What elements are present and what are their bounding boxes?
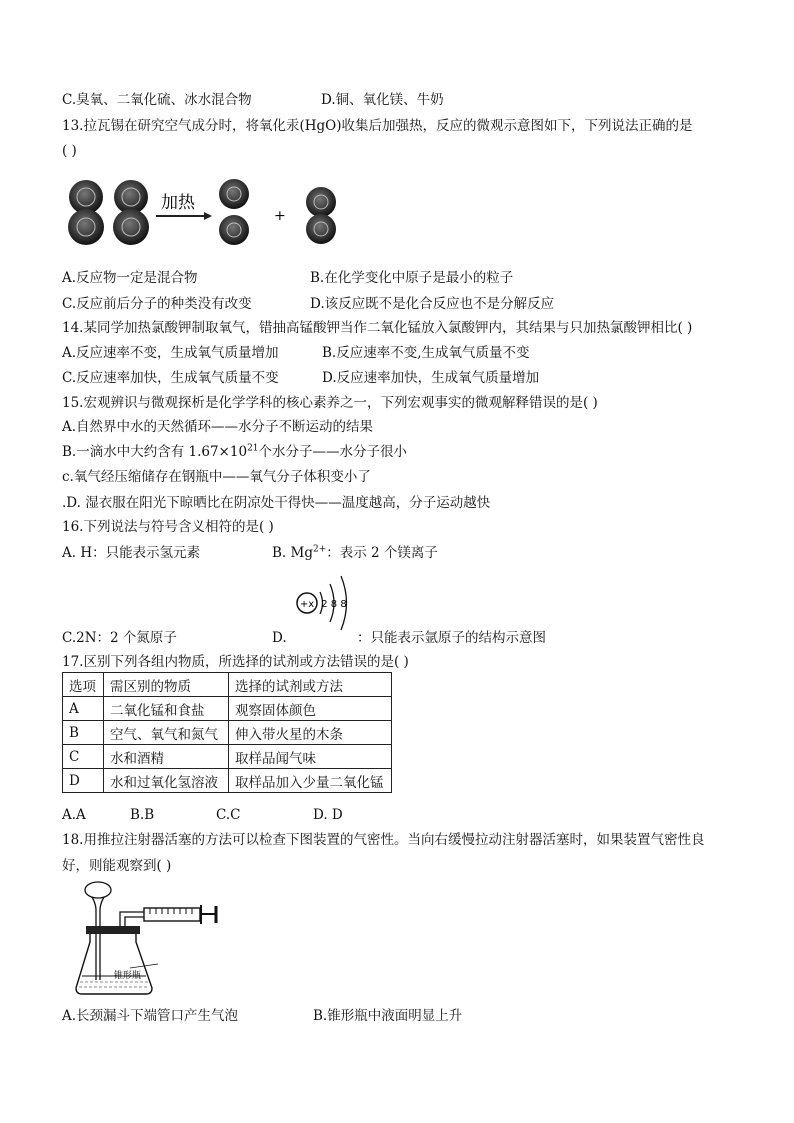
q17-answer-d: D. D <box>313 807 343 823</box>
q14-option-b: B.反应速率不变,生成氧气质量不变 <box>322 345 530 361</box>
q16-option-b-tail: ：表示 2 个镁离子 <box>326 545 438 561</box>
q18-apparatus-diagram <box>70 880 230 998</box>
hgo-molecule-1 <box>68 180 104 245</box>
q16-option-c: C.2N：2 个氮原子 <box>62 630 177 646</box>
q13-option-d: D.该反应既不是化合反应也不是分解反应 <box>310 296 555 312</box>
q15-stem: 15.宏观辨识与微观探析是化学学科的核心素养之一，下列宏观事实的微观解释错误的是( ) <box>62 395 598 411</box>
header-method: 选择的试剂或方法 <box>229 673 392 697</box>
heating-label: 加热 <box>161 193 195 213</box>
plus-sign: + <box>274 208 286 224</box>
q15-option-c: c.氧气经压缩储存在钢瓶中——氧气分子体积变小了 <box>62 469 371 485</box>
q17-answer-a: A.A <box>62 807 86 823</box>
q16-option-d-prefix: D. <box>272 630 287 646</box>
q14-option-a: A.反应速率不变，生成氧气质量增加 <box>62 345 279 361</box>
cell-option: B <box>63 721 104 745</box>
cell-method: 取样品闻气味 <box>229 745 392 769</box>
q15-option-b <box>62 443 407 461</box>
table-row <box>63 697 392 721</box>
q13-stem: 13.拉瓦锡在研究空气成分时，将氧化汞(HgO)收集后加强热，反应的微观示意图如下，下列说法正确的是 <box>62 118 693 134</box>
cell-method: 伸入带火星的木条 <box>229 721 392 745</box>
table-header-row <box>63 673 392 697</box>
q17-table <box>62 672 392 793</box>
q16-option-b <box>272 544 438 562</box>
flask-label: 锥形瓶 <box>114 971 142 981</box>
q12-option-d: D.铜、氧化镁、牛奶 <box>321 92 444 108</box>
q16-option-b-charge: 2+ <box>312 544 327 555</box>
q18-stem-cont: 好，则能观察到( ) <box>62 858 172 874</box>
cell-substances: 空气、氧气和氮气 <box>104 721 229 745</box>
table-row <box>63 769 392 793</box>
cell-substances: 水和酒精 <box>104 745 229 769</box>
cell-option: A <box>63 697 104 721</box>
q16-option-d: ：只能表示氩原子的结构示意图 <box>357 630 546 646</box>
q18-stem: 18.用推拉注射器活塞的方法可以检查下图装置的气密性。当向右缓慢拉动注射器活塞时，如果装置气密性良 <box>62 832 705 848</box>
hgo-molecule-2 <box>113 180 149 245</box>
q16-stem: 16.下列说法与符号含义相符的是( ) <box>62 519 274 535</box>
q15-option-b-exponent: 21 <box>247 443 259 454</box>
atom-structure-diagram <box>292 570 364 634</box>
q15-option-d: .D. 湿衣服在阳光下晾晒比在阴凉处干得快——温度越高，分子运动越快 <box>62 495 491 511</box>
q13-stem-paren: ( ) <box>62 143 77 159</box>
q13-option-a: A.反应物一定是混合物 <box>62 270 198 286</box>
q14-option-d: D.反应速率加快，生成氧气质量增加 <box>322 370 540 386</box>
cell-option: D <box>63 769 104 793</box>
electron-shells: 2 8 8 <box>321 599 347 610</box>
table-row <box>63 745 392 769</box>
q13-option-c: C.反应前后分子的种类没有改变 <box>62 296 252 312</box>
q18-option-b: B.锥形瓶中液面明显上升 <box>313 1008 463 1024</box>
q15-option-b-text: B.一滴水中大约含有 1.67×10 <box>62 444 248 460</box>
q16-option-b-text: B. Mg <box>272 545 313 561</box>
cell-method: 观察固体颜色 <box>229 697 392 721</box>
q17-answer-c: C.C <box>216 807 241 823</box>
header-option: 选项 <box>63 673 104 697</box>
nucleus-label: +x <box>299 599 315 610</box>
q17-answer-b: B.B <box>130 807 155 823</box>
cell-option: C <box>63 745 104 769</box>
q14-stem: 14.某同学加热氯酸钾制取氧气，错抽高锰酸钾当作二氧化锰放入氯酸钾内，其结果与只加热氯酸钾相比( ) <box>62 320 693 336</box>
q13-option-b: B.在化学变化中原子是最小的粒子 <box>310 270 514 286</box>
q15-option-a: A.自然界中水的天然循环——水分子不断运动的结果 <box>62 419 374 435</box>
q12-option-c: C.臭氧、二氧化硫、冰水混合物 <box>62 92 252 108</box>
q17-stem: 17.区别下列各组内物质，所选择的试剂或方法错误的是( ) <box>62 654 409 670</box>
q13-micro-diagram <box>64 175 354 255</box>
table-row <box>63 721 392 745</box>
hg-atoms <box>219 179 249 245</box>
q16-option-a: A. H：只能表示氢元素 <box>62 545 201 561</box>
q14-option-c: C.反应速率加快，生成氧气质量不变 <box>62 370 279 386</box>
o2-molecule <box>306 187 336 244</box>
header-substances: 需区别的物质 <box>104 673 229 697</box>
cell-substances: 水和过氧化氢溶液 <box>104 769 229 793</box>
cell-substances: 二氧化锰和食盐 <box>104 697 229 721</box>
cell-method: 取样品加入少量二氧化锰 <box>229 769 392 793</box>
q15-option-b-tail: 个水分子——水分子很小 <box>258 444 408 460</box>
q18-option-a: A.长颈漏斗下端管口产生气泡 <box>62 1008 239 1024</box>
